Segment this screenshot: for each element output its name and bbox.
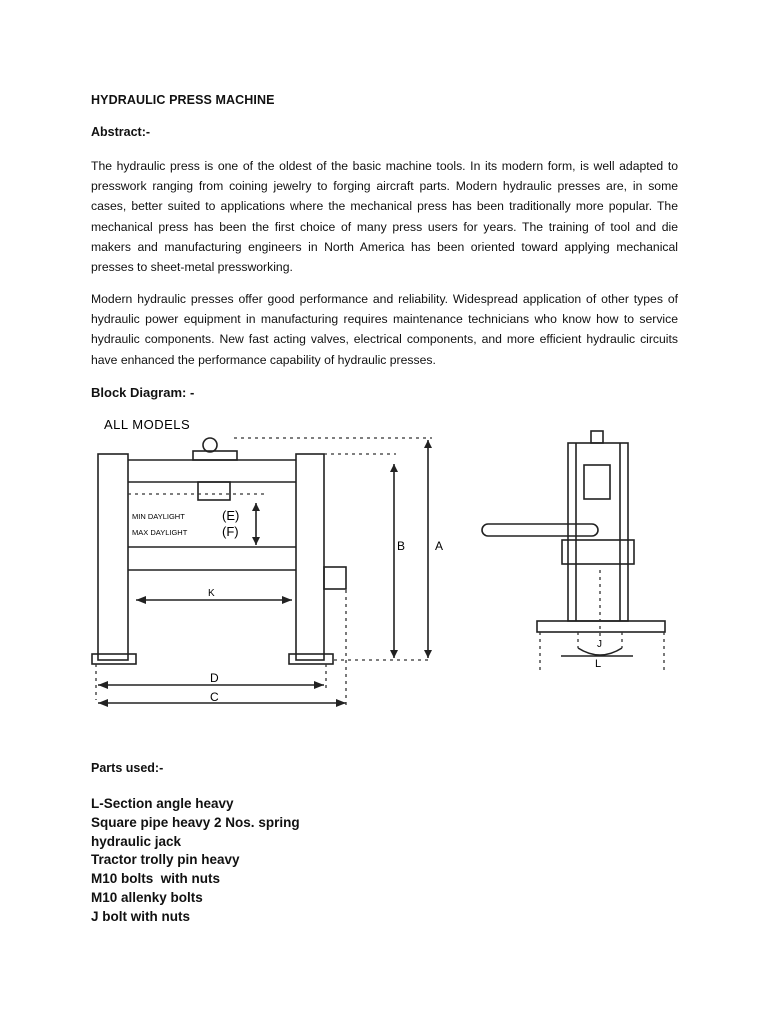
list-item: J bolt with nuts (91, 908, 190, 924)
list-item: M10 bolts with nuts (91, 871, 221, 887)
jack-base (193, 451, 237, 460)
dimension-l: L (595, 658, 602, 670)
pump-handle (482, 524, 598, 536)
min-daylight-code: (E) (222, 508, 240, 523)
pump-box (324, 567, 346, 589)
ram (198, 482, 230, 500)
dimension-d: D (210, 671, 219, 685)
side-ram (584, 465, 610, 499)
press-block-diagram (88, 410, 688, 710)
parts-heading: Parts used:- (91, 761, 164, 775)
side-bed (562, 540, 634, 564)
list-item: Square pipe heavy 2 Nos. spring (91, 814, 300, 830)
abstract-heading: Abstract:- (91, 125, 151, 139)
dimension-j: J (597, 639, 602, 650)
list-item: hydraulic jack (91, 833, 182, 849)
max-daylight-label: MAX DAYLIGHT (132, 528, 188, 537)
right-column (296, 454, 324, 660)
dimension-a: A (435, 539, 444, 553)
dimension-k: K (208, 588, 215, 599)
list-item: M10 allenky bolts (91, 889, 203, 905)
list-item: Tractor trolly pin heavy (91, 852, 240, 868)
side-base (537, 621, 665, 632)
left-column (98, 454, 128, 660)
abstract-paragraph-1: The hydraulic press is one of the oldest of the basic machine tools. In its modern form, is well adapted to presswork ranging from coining jewelry to forging aircraft parts. Modern hydraulic presses are, in some cases, better suited to applications where the mechanical press has been traditionally more popular. The mechanical press has been the first choice of many press users for years. The training of tool and die makers and manufacturing engineers in North America has been oriented toward applying mechanical presses to sheet-metal pressworking. (91, 159, 678, 275)
jack-top (203, 438, 217, 452)
max-daylight-code: (F) (222, 524, 239, 539)
block-diagram-heading: Block Diagram: - (91, 385, 195, 400)
list-item: L-Section angle heavy (91, 796, 234, 811)
parts-list (91, 795, 300, 927)
min-daylight-label: MIN DAYLIGHT (132, 512, 185, 521)
diagram-caption: ALL MODELS (104, 417, 191, 432)
dimension-c: C (210, 690, 219, 704)
dimension-b: B (397, 539, 406, 553)
abstract-paragraph-2: Modern hydraulic presses offer good performance and reliability. Widespread application of other types of hydraulic power equipment in manufacturing requires maintenance technicians who know how to service hydraulic components. New fast acting valves, electrical components, and more efficient hydraulic circuits have enhanced the performance capability of hydraulic presses. (91, 292, 678, 367)
document-title: HYDRAULIC PRESS MACHINE (91, 93, 275, 107)
